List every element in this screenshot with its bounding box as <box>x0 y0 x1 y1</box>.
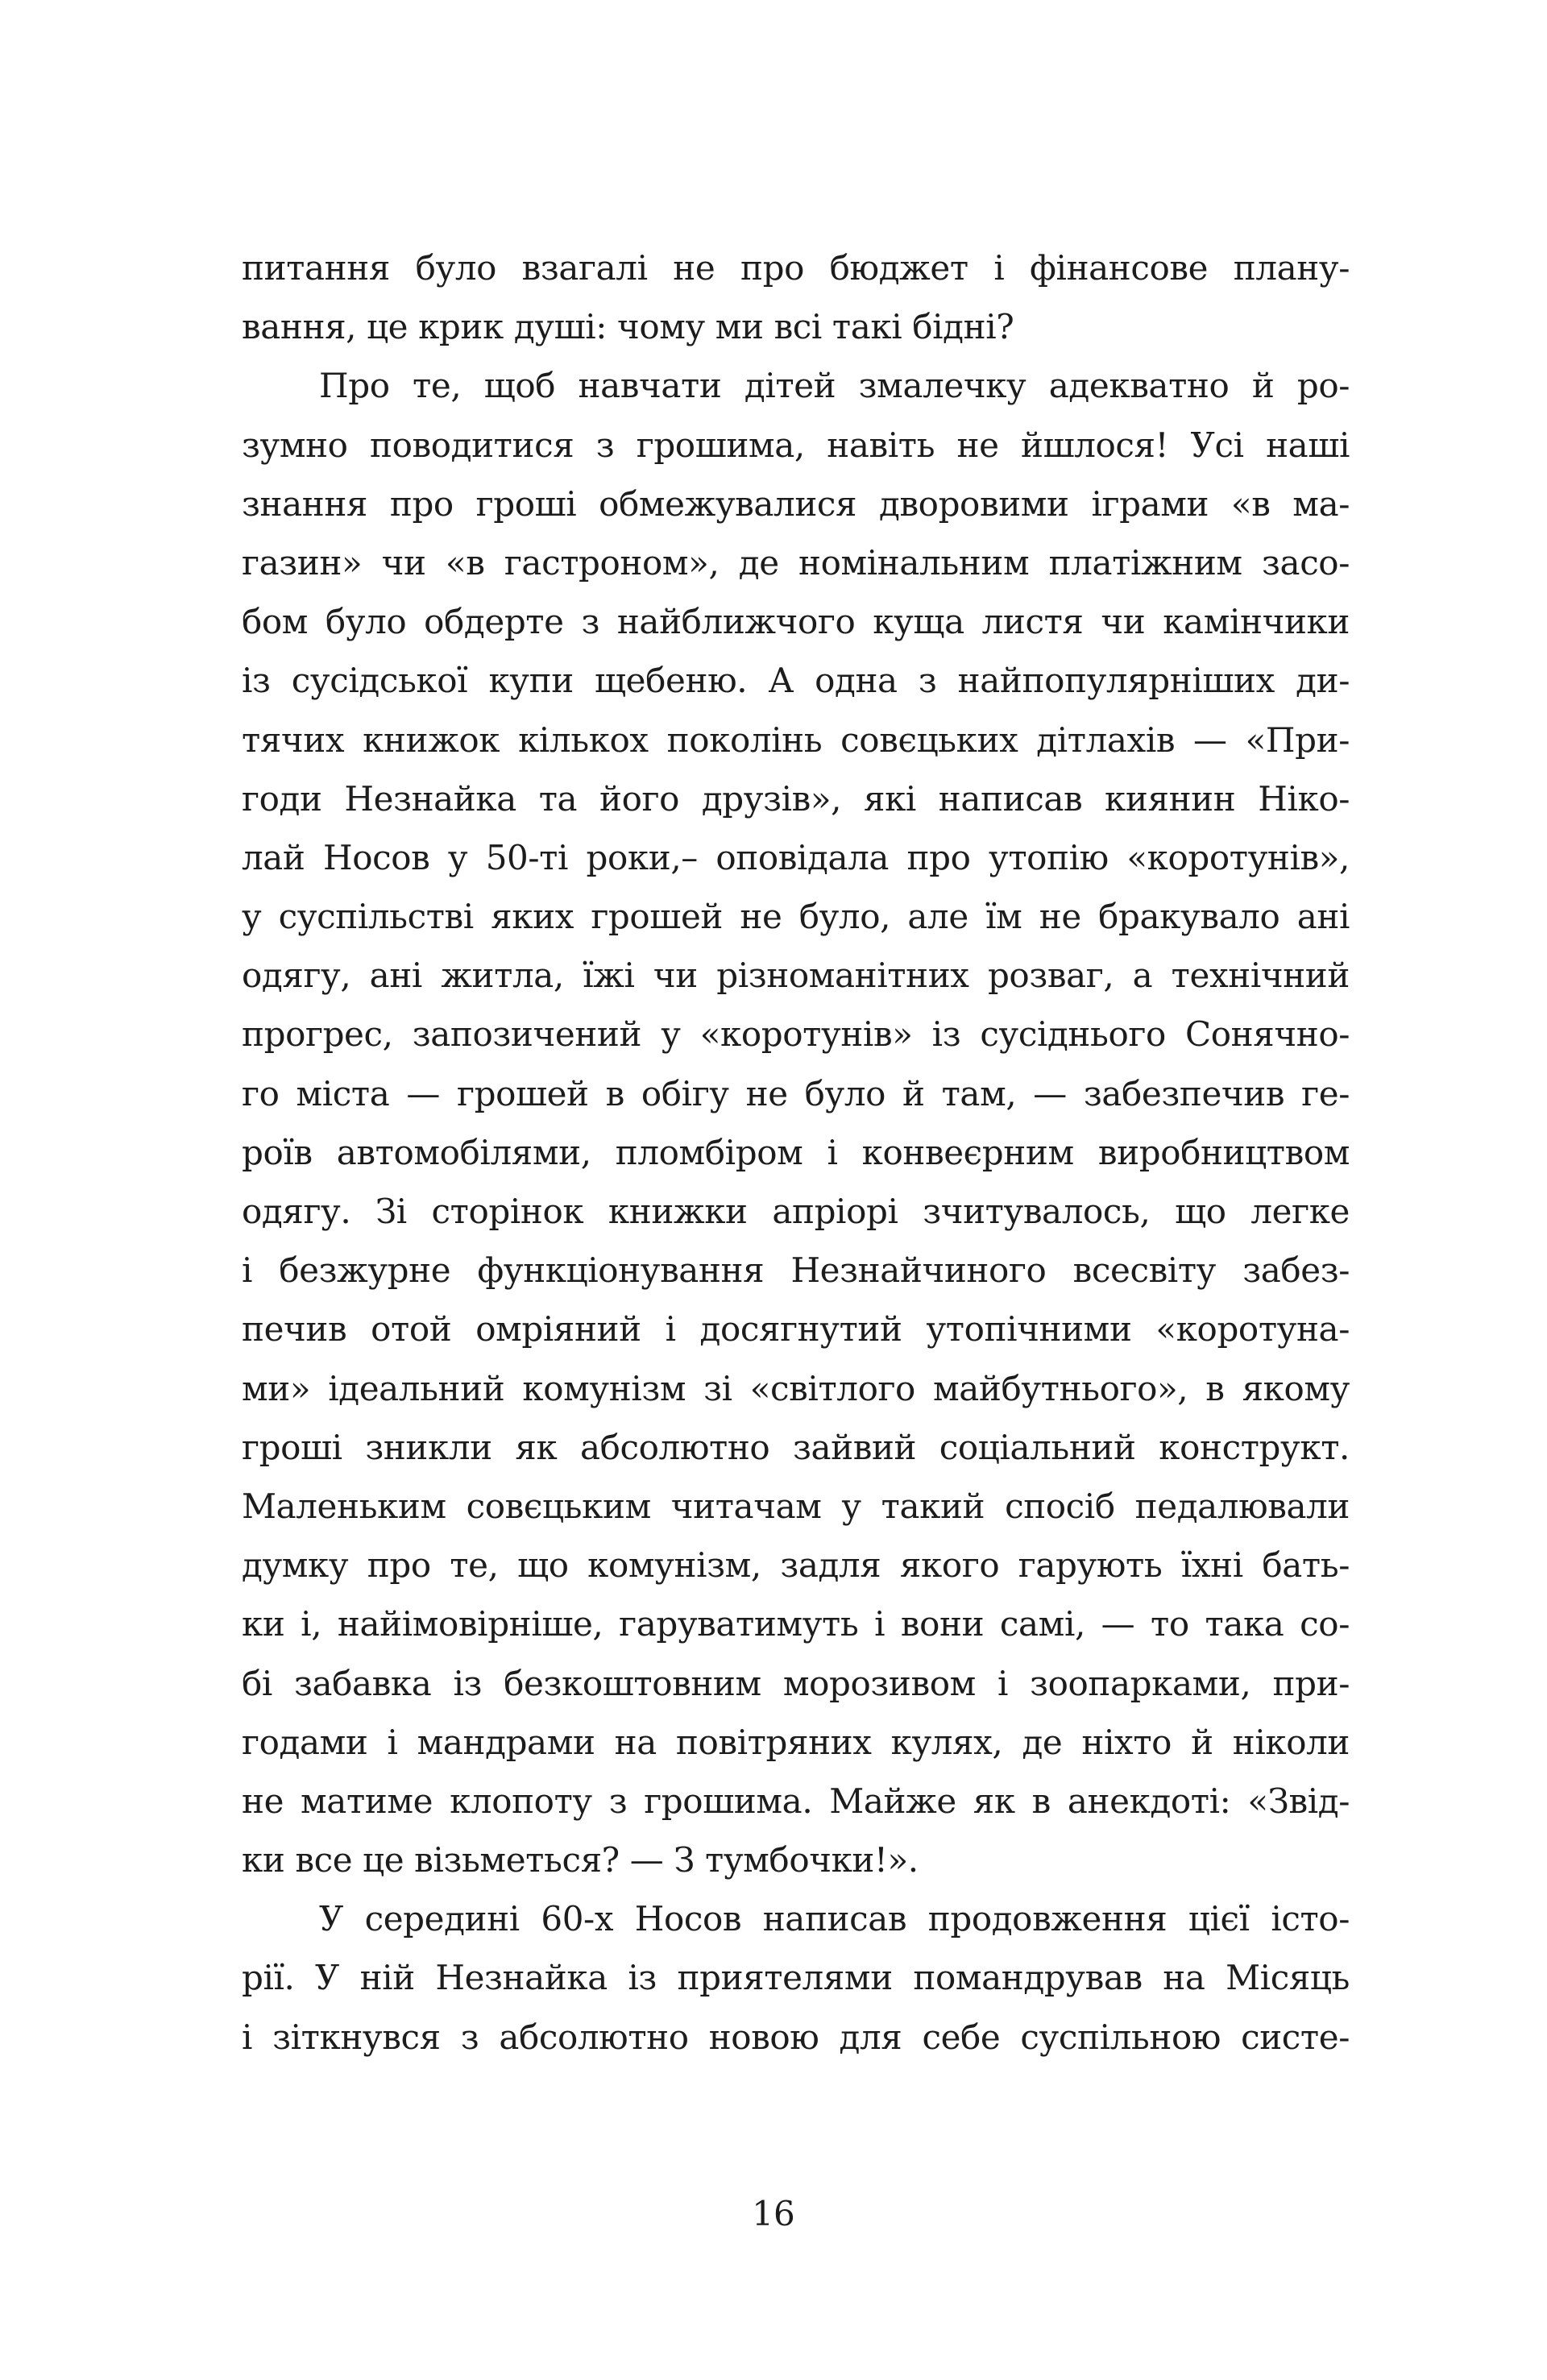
text-line: у суспільстві яких грошей не було, але їм не бракувало ані <box>242 897 1350 937</box>
text-line: і зіткнувся з абсолютно новою для себе суспільною систе- <box>242 2017 1350 2057</box>
paragraph-1 <box>242 238 1350 356</box>
text-line: не матиме клопоту з грошима. Майже як в анекдоті: «Звід- <box>242 1781 1350 1821</box>
body-text <box>242 238 1350 2067</box>
text-line: годи Незнайка та його друзів», які написав киянин Ніко- <box>242 778 1350 819</box>
text-line: рії. У ній Незнайка із приятелями помандрував на Місяць <box>242 1958 1350 1998</box>
text-line: зумно поводитися з грошима, навіть не йшлося! Усі наші <box>242 425 1350 465</box>
text-line: бі забавка із безкоштовним морозивом і зоопарками, при- <box>242 1663 1350 1703</box>
text-line: одягу, ані житла, їжі чи різноманітних розваг, а технічний <box>242 956 1350 996</box>
text-line: вання, це крик душі: чому ми всі такі бідні? <box>242 307 1014 347</box>
paragraph-3 <box>242 1889 1350 2067</box>
text-line: У середині 60-х Носов написав продовження цієї істо- <box>319 1899 1350 1939</box>
text-line: прогрес, запозичений у «коротунів» із сусіднього Сонячно- <box>242 1014 1350 1055</box>
text-line: ки і, найімовірніше, гаруватимуть і вони самі, — то така со- <box>242 1604 1350 1644</box>
text-line: газин» чи «в гастроном», де номінальним платіжним засо- <box>242 542 1350 583</box>
text-line: одягу. Зі сторінок книжки апріорі зчитувалось, що легке <box>242 1192 1350 1231</box>
text-line: го міста — грошей в обігу не було й там, — забезпечив ге- <box>242 1073 1350 1113</box>
text-line: із сусідської купи щебеню. А одна з найпопулярніших ди- <box>242 661 1350 701</box>
paragraph-2 <box>242 356 1350 1889</box>
text-line: бом було обдерте з найближчого куща листя чи камінчики <box>242 602 1350 642</box>
text-line: Про те, щоб навчати дітей змалечку адекватно й ро- <box>319 366 1350 406</box>
text-line: Маленьким совєцьким читачам у такий спосіб педалювали <box>242 1486 1350 1526</box>
text-line: печив отой омріяний і досягнутий утопічними «коротуна- <box>242 1309 1350 1350</box>
text-line: годами і мандрами на повітряних кулях, де ніхто й ніколи <box>242 1722 1350 1762</box>
text-line: думку про те, що комунізм, задля якого гарують їхні бать- <box>242 1545 1350 1586</box>
page-number: 16 <box>752 2194 795 2233</box>
text-line: гроші зникли як абсолютно зайвий соціальний конструкт. <box>242 1427 1350 1467</box>
text-line: питання було взагалі не про бюджет і фінансове плану- <box>242 248 1350 288</box>
text-line: знання про гроші обмежувалися дворовими іграми «в ма- <box>242 483 1350 524</box>
text-line: лай Носов у 50-ті роки,– оповідала про утопію «коротунів», <box>242 837 1350 877</box>
text-line: і безжурне функціонування Незнайчиного всесвіту забез- <box>242 1250 1350 1291</box>
text-line: тячих книжок кількох поколінь совєцьких дітлахів — «При- <box>242 719 1350 760</box>
text-line: роїв автомобілями, пломбіром і конвеєрним виробництвом <box>242 1132 1350 1172</box>
text-line: ки все це візьметься? — З тумбочки!». <box>242 1840 919 1880</box>
text-line: ми» ідеальний комунізм зі «світлого майбутнього», в якому <box>242 1368 1350 1408</box>
